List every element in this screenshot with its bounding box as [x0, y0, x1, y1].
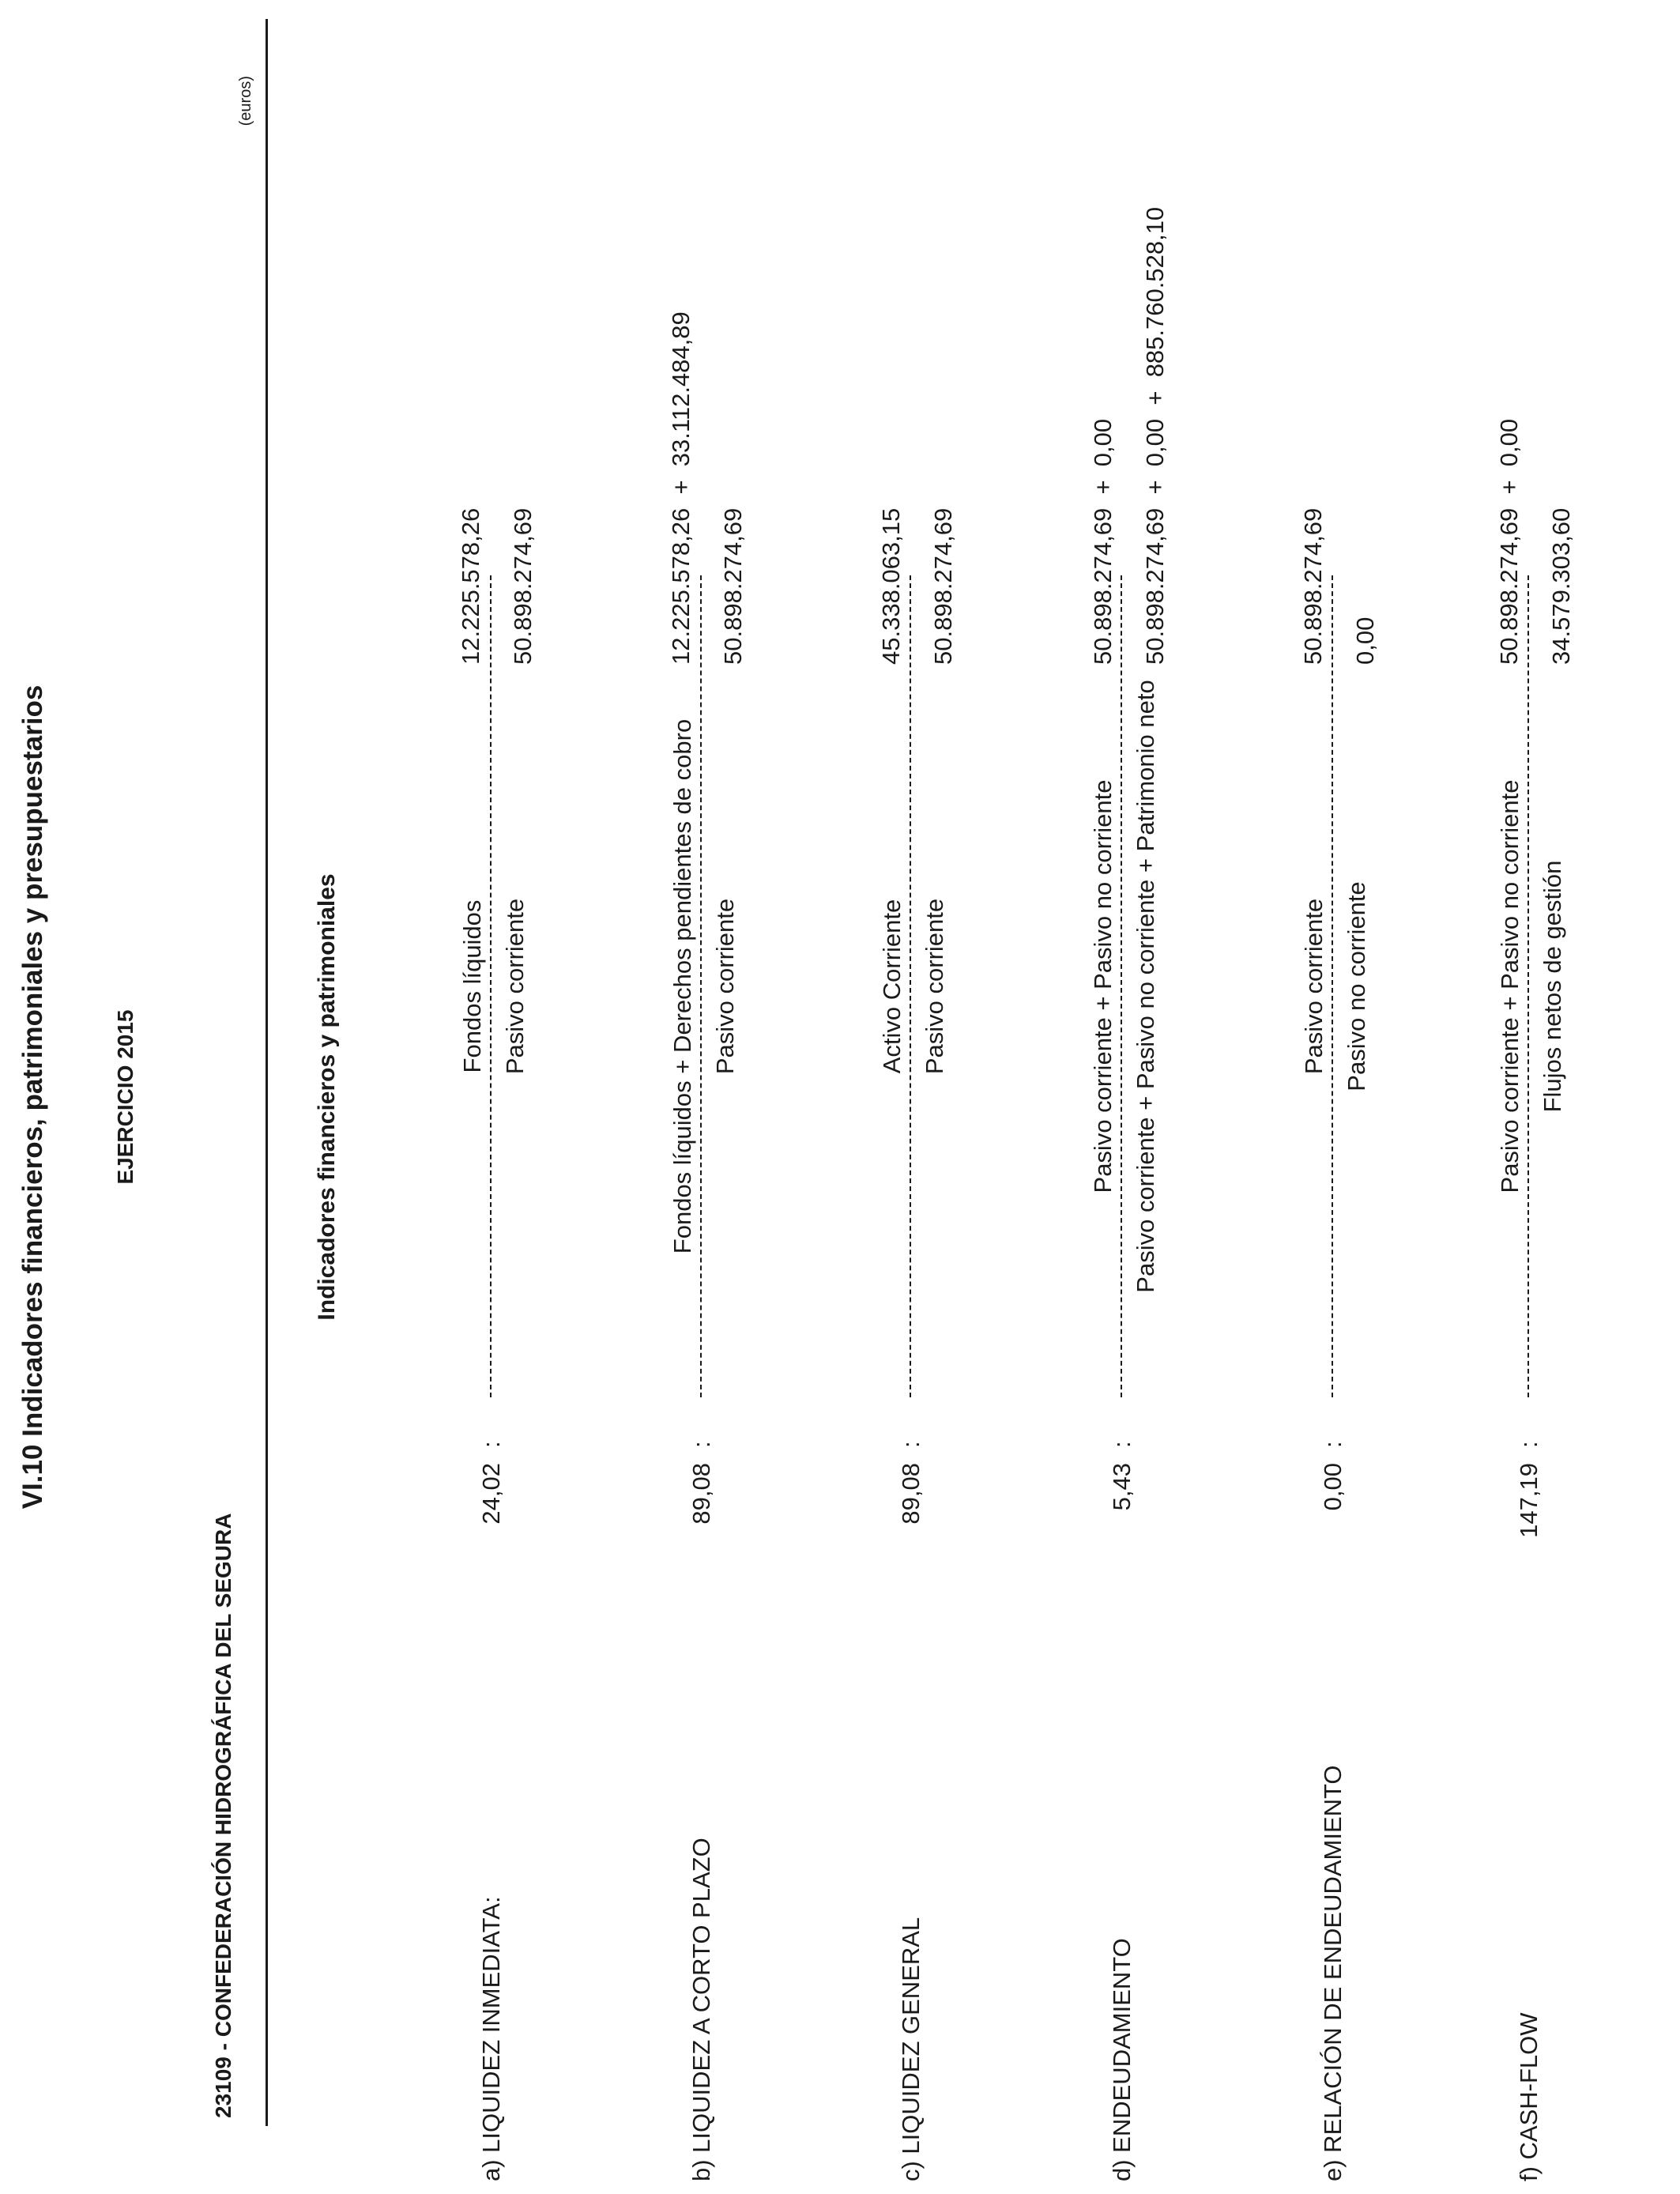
indicator-label: b) LIQUIDEZ A CORTO PLAZO [687, 1838, 715, 2181]
indicator-colon: : [1515, 1441, 1543, 1448]
denominator-values: 50.898.274,69 [929, 507, 957, 665]
fraction-line [490, 575, 492, 1397]
indicator-value: 89,08 [897, 1463, 925, 1525]
indicator-colon: : [477, 1441, 505, 1448]
indicator-label: e) RELACIÓN DE ENDEUDAMIENTO [1319, 1765, 1347, 2181]
indicator-label: a) LIQUIDEZ INMEDIATA: [477, 1896, 505, 2181]
fraction-line [910, 575, 911, 1397]
formula-numerator: Fondos líquidos [458, 899, 486, 1073]
indicator-value: 89,08 [687, 1463, 715, 1525]
indicator-value: 147,19 [1515, 1463, 1543, 1538]
fraction-line [1527, 575, 1529, 1397]
formula-denominator: Pasivo no corriente [1343, 881, 1370, 1091]
fraction-line [1121, 575, 1122, 1397]
section-title: Indicadores financieros y patrimoniales [314, 873, 340, 1321]
indicator-label: f) CASH-FLOW [1515, 2012, 1543, 2181]
formula-denominator: Pasivo corriente [711, 898, 739, 1075]
exercise-year: EJERCICIO 2015 [113, 1009, 137, 1185]
numerator-values: 50.898.274,69 + 0,00 [1495, 418, 1523, 665]
indicator-value: 0,00 [1319, 1463, 1347, 1511]
document-title: VI.10 Indicadores financieros, patrimoniales y presupuestarios [17, 684, 48, 1510]
denominator-values: 50.898.274,69 + 0,00 + 885.760.528,10 [1141, 206, 1169, 665]
indicator-label: c) LIQUIDEZ GENERAL [897, 1917, 925, 2181]
indicator-label: d) ENDEUDAMIENTO [1108, 1938, 1136, 2181]
indicator-colon: : [897, 1441, 925, 1448]
denominator-values: 50.898.274,69 [509, 507, 537, 665]
denominator-values: 0,00 [1351, 616, 1379, 665]
numerator-values: 12.225.578,26 + 33.112.484,89 [667, 311, 695, 665]
denominator-values: 34.579.303,60 [1547, 507, 1575, 665]
indicator-value: 5,43 [1108, 1463, 1136, 1511]
organization-name: 23109 - CONFEDERACIÓN HIDROGRÁFICA DEL SEGURA [211, 1513, 235, 2118]
numerator-values: 50.898.274,69 [1299, 507, 1327, 665]
indicator-colon: : [1319, 1441, 1347, 1448]
formula-denominator: Pasivo corriente [921, 898, 948, 1075]
units-label: (euros) [237, 76, 254, 126]
numerator-values: 12.225.578,26 [457, 507, 484, 665]
indicator-colon: : [1108, 1441, 1136, 1448]
formula-denominator: Pasivo corriente + Pasivo no corriente + Patrimonio neto [1132, 680, 1159, 1293]
fraction-line [700, 575, 702, 1397]
formula-numerator: Pasivo corriente + Pasivo no corriente [1496, 779, 1524, 1193]
formula-denominator: Pasivo corriente [501, 898, 529, 1075]
indicator-colon: : [687, 1441, 715, 1448]
numerator-values: 50.898.274,69 + 0,00 [1089, 418, 1117, 665]
formula-numerator: Fondos líquidos + Derechos pendientes de cobro [669, 718, 696, 1254]
denominator-values: 50.898.274,69 [719, 507, 747, 665]
numerator-values: 45.338.063,15 [877, 507, 905, 665]
indicator-value: 24,02 [477, 1463, 505, 1525]
fraction-line [1332, 575, 1333, 1397]
formula-numerator: Pasivo corriente [1300, 898, 1328, 1075]
formula-numerator: Activo Corriente [878, 899, 906, 1074]
header-rule [266, 19, 268, 2126]
formula-denominator: Flujos netos de gestión [1539, 860, 1566, 1113]
formula-numerator: Pasivo corriente + Pasivo no corriente [1089, 779, 1117, 1193]
